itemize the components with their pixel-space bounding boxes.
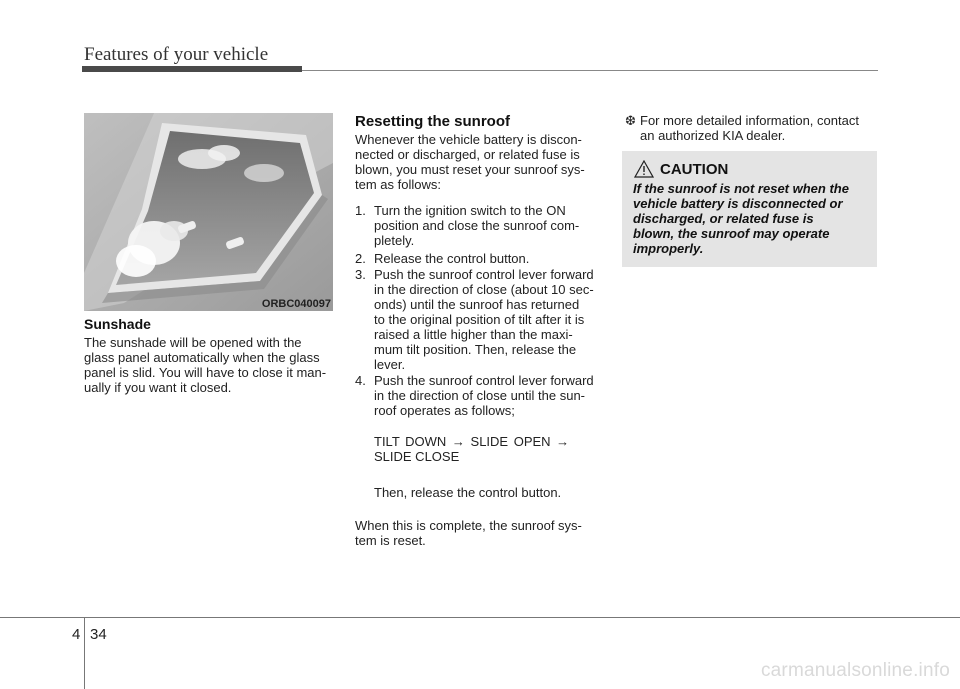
sequence-line: SLIDE CLOSE [374,449,460,464]
text-line: mum tilt position. Then, release the [374,342,577,357]
text-line: blown, you must reset your sunroof sys- [355,162,585,177]
text-line: vehicle battery is disconnected or [633,196,843,211]
resetting-intro [355,132,604,192]
page-number: 34 [90,626,107,643]
list-item [355,267,604,372]
step-number: 4. [355,373,366,388]
list-item [355,373,604,418]
caution-title: CAUTION [660,161,729,178]
text-line: roof operates as follows; [374,403,515,418]
text-line: to the original position of tilt after it is [374,312,585,327]
mode-sequence [374,434,604,464]
release-instruction: Then, release the control button. [374,485,562,500]
header-rule [302,70,878,71]
text-line: When this is complete, the sunroof sys- [355,518,582,533]
text-line: Push the sunroof control lever forward [374,267,594,282]
watermark: carmanualsonline.info [760,660,950,681]
chapter-number: 4 [72,626,81,643]
text-line: Turn the ignition switch to the ON [374,203,566,218]
text-line: raised a little higher than the maxi- [374,327,573,342]
text-line: in the direction of close (about 10 sec- [374,282,594,297]
text-line: in the direction of close until the sun- [374,388,586,403]
text-line: Whenever the vehicle battery is discon- [355,132,582,147]
text-line: improperly. [633,241,704,256]
text-line: discharged, or related fuse is [633,211,814,226]
text-line: The sunshade will be opened with the [84,335,302,350]
caution-text [633,181,869,256]
footer-divider [84,618,85,689]
text-line: For more detailed information, contact [640,113,859,128]
text-line: lever. [374,357,406,372]
text-line: nected or discharged, or related fuse is [355,147,580,162]
sunshade-paragraph [84,335,333,395]
text-line: tem as follows: [355,177,441,192]
text-line: Release the control button. [374,251,530,266]
text-line: glass panel automatically when the glass [84,350,320,365]
text-line: Push the sunroof control lever forward [374,373,594,388]
warning-triangle-icon [634,160,654,183]
step-number: 3. [355,267,366,282]
text-line: tem is reset. [355,533,426,548]
sequence-line: TILT DOWN → SLIDE OPEN → [374,434,570,449]
text-line: position and close the sunroof com- [374,218,580,233]
reset-steps-list [355,203,604,418]
text-line: If the sunroof is not reset when the [633,181,849,196]
sunroof-illustration [84,113,333,311]
list-item [355,203,604,248]
resetting-heading: Resetting the sunroof [355,113,511,130]
caution-box [622,151,877,267]
step-text [374,373,604,418]
note-symbol: ❆ [625,113,636,128]
text-line: panel is slid. You will have to close it man- [84,365,327,380]
dealer-note [625,113,877,143]
resetting-outro [355,518,604,548]
sunshade-heading: Sunshade [84,316,151,332]
figure-code: ORBC040097 [261,298,331,310]
step-number: 1. [355,203,366,218]
page-header-title: Features of your vehicle [84,44,269,65]
text-line: blown, the sunroof may operate [633,226,830,241]
header-bar [82,66,302,72]
footer-rule [0,617,960,618]
text-line: ually if you want it closed. [84,380,232,395]
text-line: pletely. [374,233,415,248]
sunroof-photo [84,113,333,311]
text-line: onds) until the sunroof has returned [374,297,580,312]
text-line: an authorized KIA dealer. [640,128,786,143]
list-item [355,251,604,266]
step-number: 2. [355,251,366,266]
step-text [374,267,604,372]
step-text [374,251,604,266]
step-text [374,203,604,248]
